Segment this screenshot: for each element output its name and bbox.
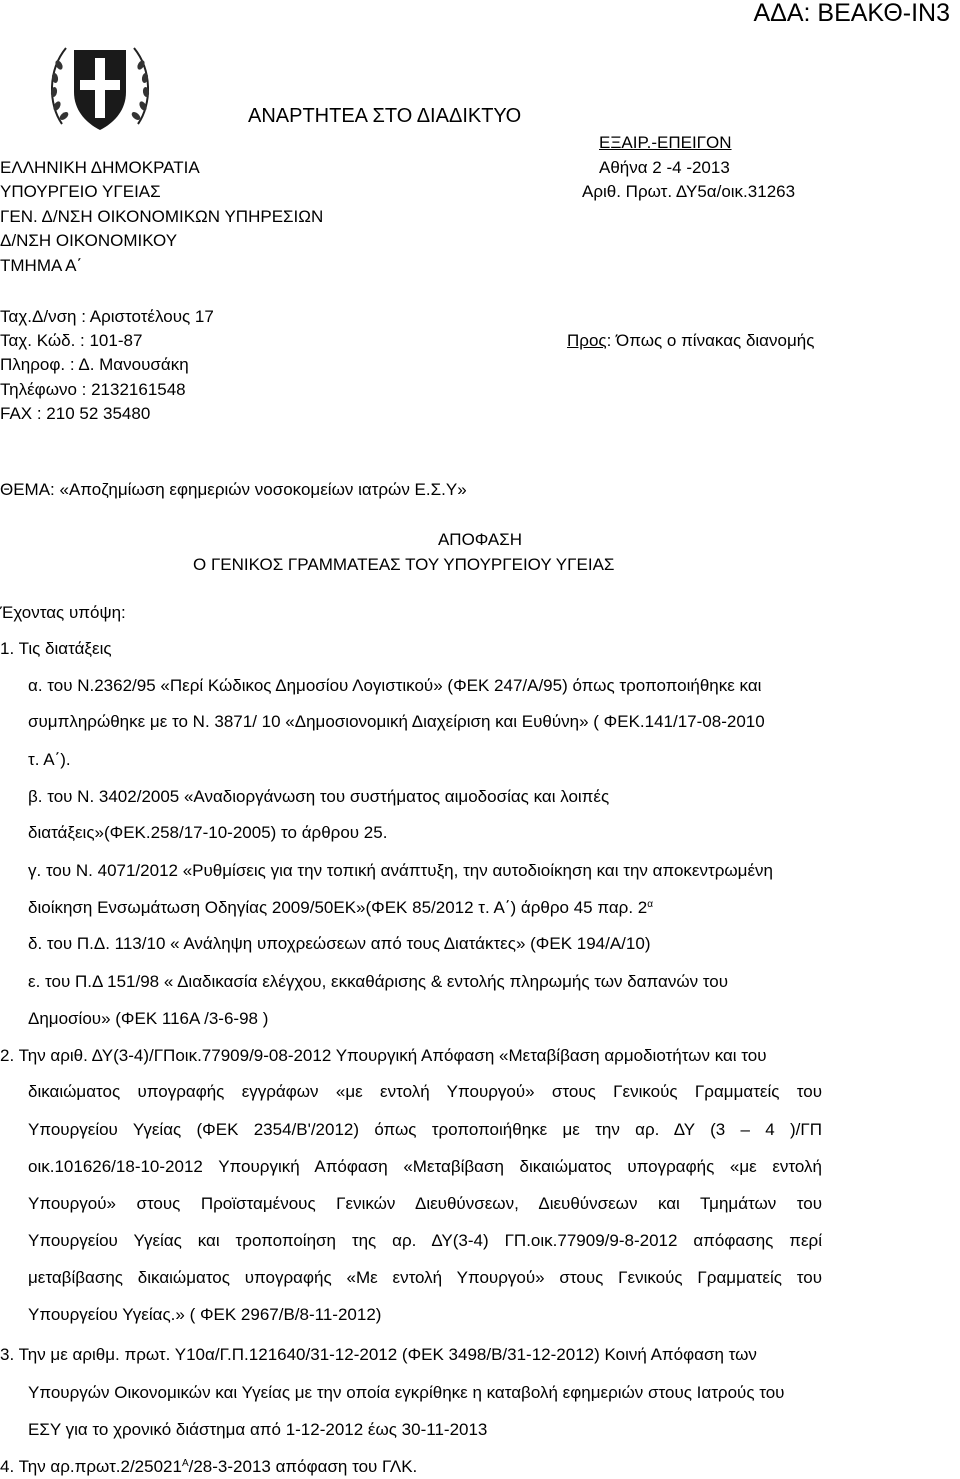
subject-line: ΘΕΜΑ: «Αποζημίωση εφημεριών νοσοκομείων ιατρών Ε.Σ.Υ» bbox=[0, 480, 467, 499]
item-1a-line-3: τ. Α΄). bbox=[28, 750, 71, 769]
item-4-text-start: 4. Την αρ.πρωτ.2/25021 bbox=[0, 1457, 182, 1476]
header-general-directorate: ΓΕΝ. Δ/ΝΣΗ ΟΙΚΟΝΟΜΙΚΩΝ ΥΠΗΡΕΣΙΩΝ bbox=[0, 207, 324, 226]
item-2-line-4: οικ.101626/18-10-2012 Υπουργική Απόφαση «Μεταβίβαση δικαιώματος υπογραφής «με εντολή bbox=[28, 1157, 822, 1176]
item-2-line-3: Υπουργείου Υγείας (ΦΕΚ 2354/Β'/2012) όπως τροποποιήθηκε με την αρ. ΔΥ (3 – 4 )/ΓΠ bbox=[28, 1120, 822, 1139]
item-1c-line-2-text: διοίκηση Ενσωμάτωση Οδηγίας 2009/50ΕΚ»(ΦΕΚ 85/2012 τ. Α΄) άρθρο 45 παρ. 2 bbox=[28, 898, 648, 917]
item-1c-line-2 bbox=[28, 898, 653, 918]
item-4-text-end: /28-3-2013 απόφαση του ΓΛΚ. bbox=[188, 1457, 418, 1476]
header-republic: ΕΛΛΗΝΙΚΗ ΔΗΜΟΚΡΑΤΙΑ bbox=[0, 158, 200, 177]
decision-title: ΑΠΟΦΑΣΗ bbox=[437, 530, 523, 549]
item-1: 1. Τις διατάξεις bbox=[0, 639, 112, 658]
item-3-line-1: 3. Την με αριθμ. πρωτ. Υ10α/Γ.Π.121640/31-12-2012 (ΦΕΚ 3498/Β/31-12-2012) Κοινή Απόφαση των bbox=[0, 1345, 757, 1364]
item-3-line-2: Υπουργών Οικονομικών και Υγείας με την οποία εγκρίθηκε η καταβολή εφημεριών στους Ιατρούς του bbox=[28, 1383, 785, 1402]
item-2-line-7: μεταβίβασης δικαιώματος υπογραφής «Με εντολή Υπουργού» στους Γενικούς Γραμματείς του bbox=[28, 1268, 822, 1287]
item-4-superscript: Α bbox=[181, 1458, 189, 1469]
header-directorate: Δ/ΝΣΗ ΟΙΚΟΝΟΜΙΚΟΥ bbox=[0, 231, 178, 250]
item-1a-line-2: συμπληρώθηκε με το Ν. 3871/ 10 «Δημοσιονομική Διαχείριση και Ευθύνη» ( ΦΕΚ.141/17-08-2010 bbox=[28, 712, 765, 731]
item-2-line-2: δικαιώματος υπογραφής εγγράφων «με εντολή Υπουργού» στους Γενικούς Γραμματείς του bbox=[28, 1082, 822, 1101]
decision-author: Ο ΓΕΝΙΚΟΣ ΓΡΑΜΜΑΤΕΑΣ ΤΟΥ ΥΠΟΥΡΓΕΙΟΥ ΥΓΕΙΑΣ bbox=[193, 555, 615, 574]
header-department: ΤΜΗΜΑ Α΄ bbox=[0, 256, 83, 275]
recipient-label: Προς bbox=[567, 331, 607, 350]
urgency-label: ΕΞΑΙΡ.-ΕΠΕΙΓΟΝ bbox=[599, 133, 732, 152]
item-1b-line-2: διατάξεις»(ΦΕΚ.258/17-10-2005) το άρθρου 25. bbox=[28, 823, 388, 842]
ada-code: ΑΔΑ: ΒΕΑΚΘ-ΙΝ3 bbox=[753, 0, 950, 27]
item-1e-line-1: ε. του Π.Δ 151/98 « Διαδικασία ελέγχου, εκκαθάρισης & εντολής πληρωμής των δαπανών του bbox=[28, 972, 729, 991]
item-2-line-6: Υπουργείου Υγείας και τροποποίηση της αρ. ΔΥ(3-4) ΓΠ.οικ.77909/9-8-2012 απόφασης περί bbox=[28, 1231, 822, 1250]
header-ministry: ΥΠΟΥΡΓΕΙΟ ΥΓΕΙΑΣ bbox=[0, 182, 161, 201]
contact-phone: Τηλέφωνο : 2132161548 bbox=[0, 380, 186, 399]
item-1a-line-1: α. του Ν.2362/95 «Περί Κώδικος Δημοσίου Λογιστικού» (ΦΕΚ 247/Α/95) όπως τροποποιήθηκε και bbox=[28, 676, 762, 695]
contact-postcode: Ταχ. Κώδ. : 101-87 bbox=[0, 331, 143, 350]
item-3-line-3: ΕΣΥ για το χρονικό διάστημα από 1-12-2012 έως 30-11-2013 bbox=[28, 1420, 488, 1439]
item-2-line-8: Υπουργείου Υγείας.» ( ΦΕΚ 2967/Β/8-11-2012) bbox=[28, 1305, 382, 1324]
item-2-line-5: Υπουργού» στους Προϊσταμένους Γενικών Διευθύνσεων, Διευθύνσεων και Τμημάτων του bbox=[28, 1194, 822, 1213]
considering-label: Έχοντας υπόψη: bbox=[0, 603, 126, 622]
document-date: Αθήνα 2 -4 -2013 bbox=[599, 158, 730, 177]
recipient-value: : Όπως ο πίνακας διανομής bbox=[606, 331, 815, 350]
item-2-line-1: 2. Την αριθ. ΔΥ(3-4)/ΓΠοικ.77909/9-08-2012 Υπουργική Απόφαση «Μεταβίβαση αρμοδιοτήτων και του bbox=[0, 1046, 767, 1065]
item-1d: δ. του Π.Δ. 113/10 « Ανάληψη υποχρεώσεων από τους Διατάκτες» (ΦΕΚ 194/Α/10) bbox=[28, 934, 651, 953]
item-1b-line-1: β. του Ν. 3402/2005 «Αναδιοργάνωση του συστήματος αιμοδοσίας και λοιπές bbox=[28, 787, 610, 806]
contact-info-person: Πληροφ. : Δ. Μανουσάκη bbox=[0, 355, 189, 374]
item-1c-superscript: α bbox=[647, 899, 653, 910]
online-posting-title: ΑΝΑΡΤΗΤΕΑ ΣΤΟ ΔΙΑΔΙΚΤΥΟ bbox=[248, 105, 522, 127]
contact-address: Ταχ.Δ/νση : Αριστοτέλους 17 bbox=[0, 307, 214, 326]
contact-fax: FAX : 210 52 35480 bbox=[0, 404, 151, 423]
recipient-line bbox=[567, 331, 814, 351]
greek-coat-of-arms-emblem bbox=[44, 36, 156, 136]
item-1c-line-1: γ. του Ν. 4071/2012 «Ρυθμίσεις για την τοπική ανάπτυξη, την αυτοδιοίκηση και την αποκεντρωμένη bbox=[28, 861, 773, 880]
protocol-number: Αριθ. Πρωτ. ΔΥ5α/οικ.31263 bbox=[582, 182, 796, 201]
item-1e-line-2: Δημοσίου» (ΦΕΚ 116Α /3-6-98 ) bbox=[28, 1009, 269, 1028]
item-4 bbox=[0, 1457, 417, 1477]
